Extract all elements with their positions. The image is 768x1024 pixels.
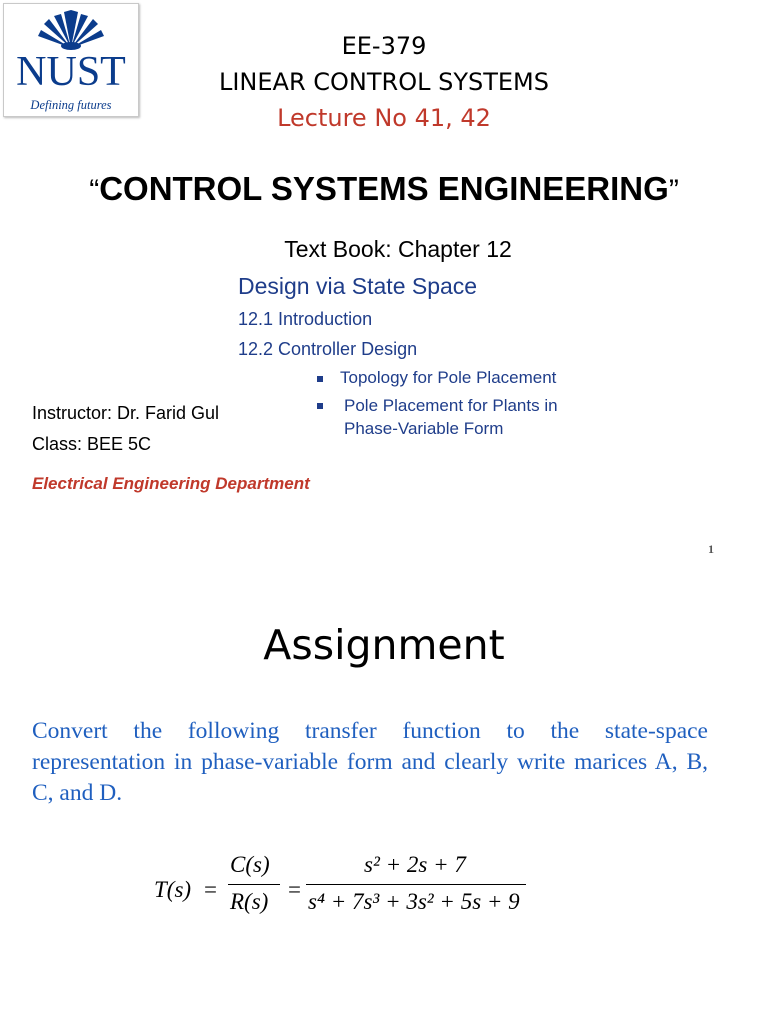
section-item: 12.2 Controller Design — [238, 339, 418, 359]
subsection-item: Topology for Pole Placement — [340, 368, 557, 387]
course-code: EE-379 — [341, 32, 427, 60]
section-item: 12.1 Introduction — [238, 309, 373, 329]
numerator-polynomial: s² + 2s + 7 — [364, 852, 466, 877]
book-title-text: CONTROL SYSTEMS ENGINEERING — [99, 170, 669, 207]
assignment-slide — [0, 574, 768, 1024]
close-quote: ” — [668, 174, 679, 207]
subsection-item-continued: Phase-Variable Form — [344, 419, 504, 438]
department-name: Electrical Engineering Department — [32, 474, 310, 493]
equals-sign: = — [288, 877, 301, 902]
transfer-function-equation — [154, 852, 544, 932]
textbook-chapter: Text Book: Chapter 12 — [284, 236, 512, 262]
assignment-title: Assignment — [263, 621, 505, 669]
page-number: 1 — [708, 542, 714, 556]
assignment-instructions: Convert the following transfer function to the state-space representation in phase-variable form and clearly write marices A, B, C, and D. — [32, 718, 708, 806]
class-name: Class: BEE 5C — [32, 434, 152, 454]
denominator-polynomial: s⁴ + 7s³ + 3s² + 5s + 9 — [308, 889, 520, 914]
fraction-bar — [228, 884, 280, 885]
output-laplace: C(s) — [230, 852, 270, 877]
square-bullet-icon — [317, 403, 323, 409]
subsection-item: Pole Placement for Plants in — [344, 396, 558, 415]
chapter-title: Design via State Space — [238, 273, 478, 299]
course-name: LINEAR CONTROL SYSTEMS — [218, 68, 549, 96]
square-bullet-icon — [317, 376, 323, 382]
book-title — [0, 170, 768, 208]
equation-lhs: T(s) — [154, 877, 192, 902]
equals-sign: = — [204, 877, 217, 902]
fraction-bar — [306, 884, 526, 885]
nust-logo — [3, 3, 139, 117]
open-quote: “ — [89, 174, 100, 207]
logo-wordmark: NUST — [16, 49, 126, 95]
lecture-number: Lecture No 41, 42 — [277, 104, 491, 132]
instructor-name: Instructor: Dr. Farid Gul — [32, 403, 220, 423]
logo-tagline: Defining futures — [30, 98, 112, 112]
input-laplace: R(s) — [230, 889, 269, 914]
